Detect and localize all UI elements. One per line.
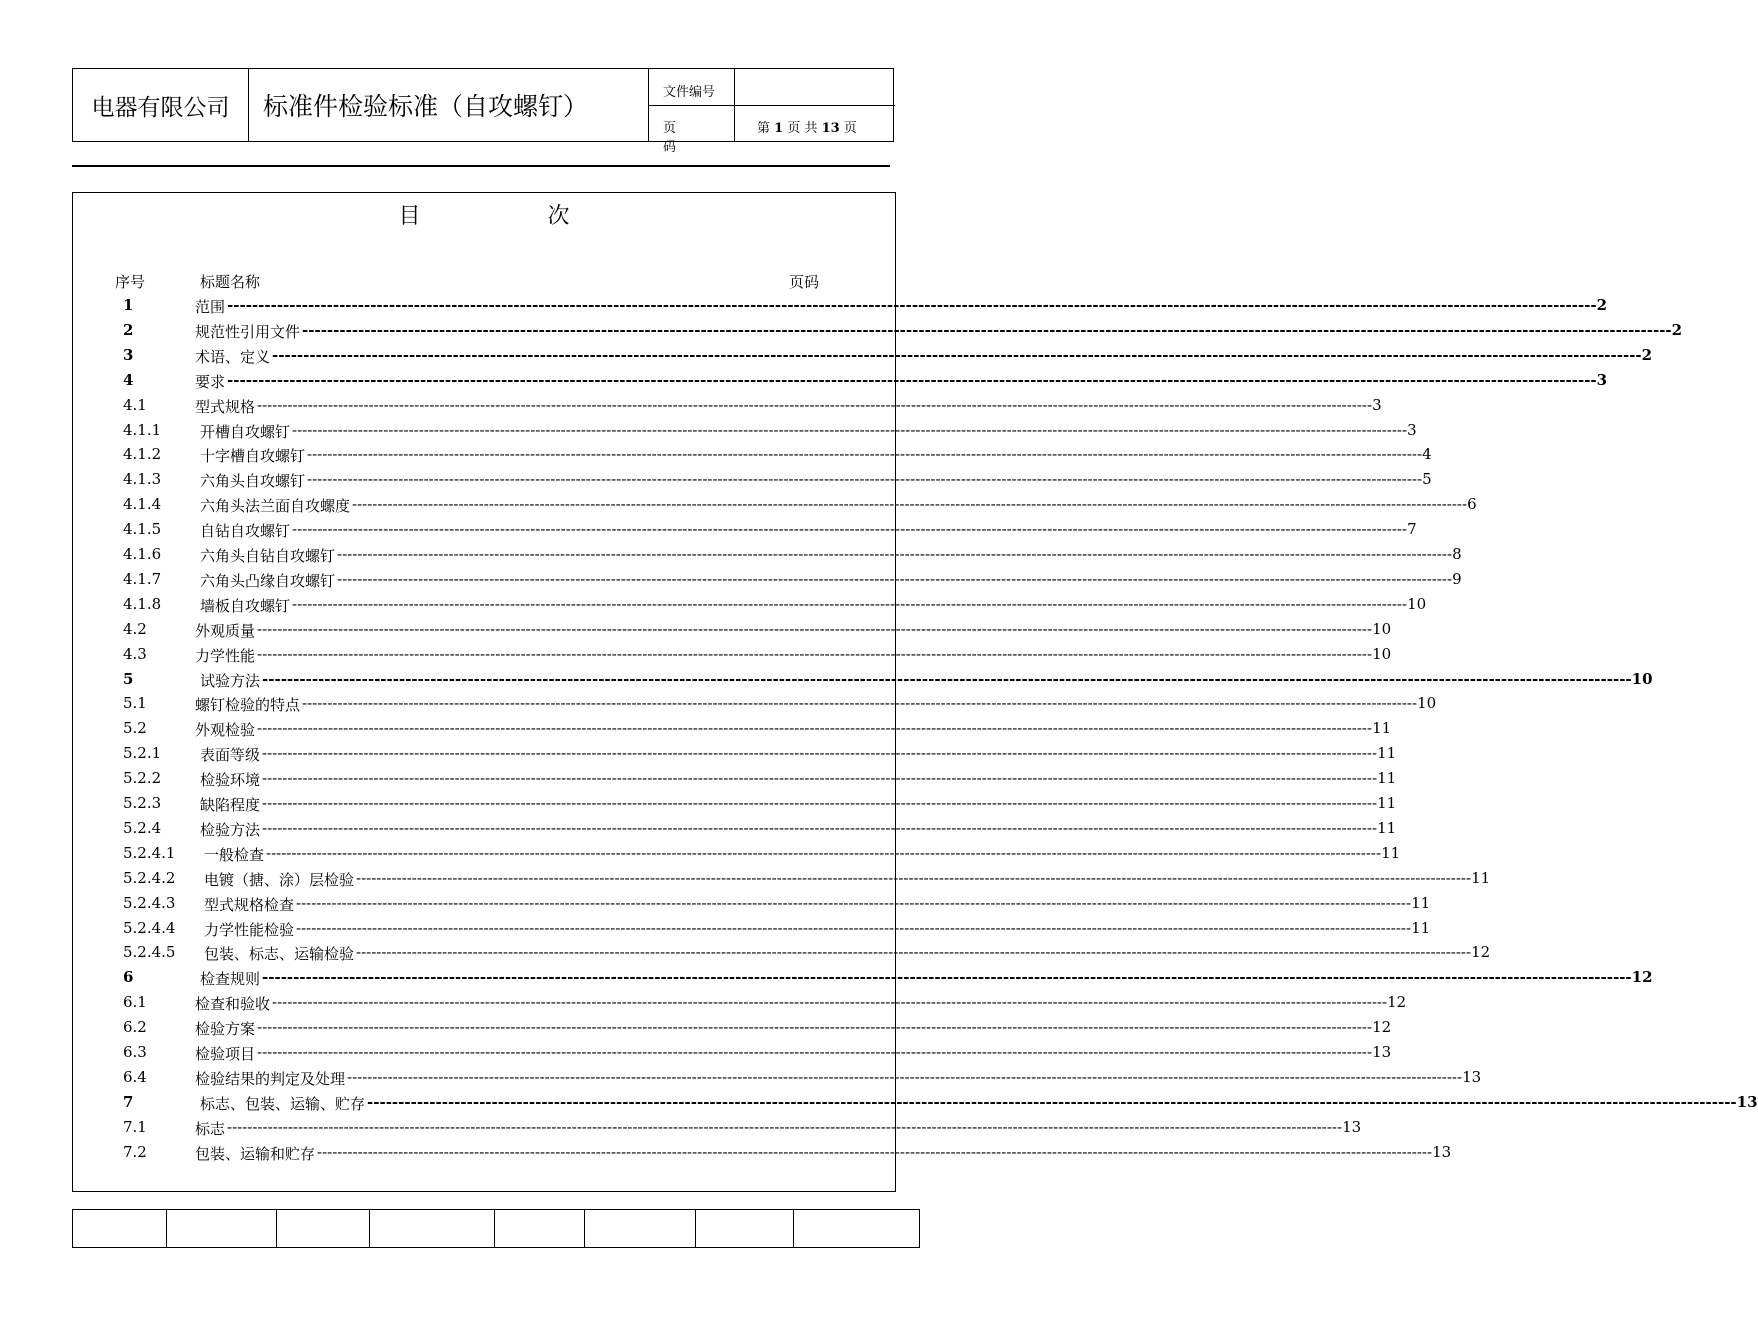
toc-row <box>73 545 1462 569</box>
toc-row <box>73 569 1462 594</box>
page-mid: 页 共 <box>787 121 818 136</box>
toc-row <box>73 1092 1758 1117</box>
toc-page: 13 <box>1736 1092 1758 1111</box>
toc-page: 11 <box>1377 818 1397 837</box>
page-suffix: 页 <box>843 121 857 136</box>
toc-number: 6.2 <box>123 1018 147 1037</box>
toc-page: 10 <box>1372 619 1392 638</box>
toc-row <box>73 1018 1392 1042</box>
page-current: 1 <box>774 121 784 136</box>
toc-number: 2 <box>123 320 134 339</box>
toc-number: 4.2 <box>123 619 147 638</box>
toc-leader <box>195 296 1608 317</box>
company-name: 电器有限公司 <box>73 69 249 141</box>
toc-dots: ---------------------------------------------------------------------------------------------------------------------------------------------------------------------------------------------------------------------------- <box>272 345 1642 364</box>
toc-leader <box>200 669 1653 691</box>
toc-title: 目 次 <box>398 204 630 229</box>
toc-page: 11 <box>1411 893 1431 912</box>
toc-leader <box>195 1018 1392 1039</box>
toc-title: 包装、标志、运输检验 <box>204 945 355 964</box>
toc-page: 13 <box>1462 1067 1482 1086</box>
toc-dots: ---------------------------------------------------------------------------------------------------------------------------------------------------------------------------------------------------------------------------- <box>257 644 1373 663</box>
toc-page: 7 <box>1407 520 1417 539</box>
toc-title: 检查规则 <box>200 970 261 989</box>
toc-title: 试验方法 <box>200 671 261 690</box>
toc-page: 11 <box>1381 843 1401 862</box>
toc-dots: ---------------------------------------------------------------------------------------------------------------------------------------------------------------------------------------------------------------------------- <box>262 769 1378 788</box>
toc-title: 电镀（搪、涂）层检验 <box>204 870 355 889</box>
toc-leader <box>195 370 1608 392</box>
toc-number: 4.1.3 <box>123 470 162 489</box>
toc-dots: ---------------------------------------------------------------------------------------------------------------------------------------------------------------------------------------------------------------------------- <box>262 968 1632 987</box>
toc-row <box>73 744 1397 768</box>
toc-row <box>73 893 1431 918</box>
toc-number: 4.1.1 <box>123 420 162 439</box>
toc-title: 十字槽自攻螺钉 <box>200 447 306 466</box>
toc-row <box>73 669 1653 694</box>
toc-dots: ---------------------------------------------------------------------------------------------------------------------------------------------------------------------------------------------------------------------------- <box>257 719 1373 738</box>
toc-leader <box>200 569 1462 591</box>
toc-title: 力学性能 <box>195 646 256 665</box>
toc-number: 5.2.4.4 <box>123 918 176 937</box>
toc-page: 13 <box>1342 1117 1362 1136</box>
footer-cell <box>696 1210 795 1247</box>
toc-number: 5.2.2 <box>123 769 162 788</box>
toc-dots: ---------------------------------------------------------------------------------------------------------------------------------------------------------------------------------------------------------------------------- <box>307 470 1423 489</box>
toc-dots: ---------------------------------------------------------------------------------------------------------------------------------------------------------------------------------------------------------------------------- <box>296 918 1412 937</box>
toc-number: 4.3 <box>123 644 147 663</box>
toc-leader <box>195 1142 1452 1164</box>
toc-dots: ---------------------------------------------------------------------------------------------------------------------------------------------------------------------------------------------------------------------------- <box>257 395 1373 414</box>
toc-leader <box>200 520 1417 541</box>
toc-page: 2 <box>1671 320 1683 339</box>
toc-row <box>73 619 1392 644</box>
toc-number: 7.2 <box>123 1142 147 1161</box>
toc-leader <box>200 495 1477 516</box>
toc-row <box>73 445 1432 469</box>
toc-number: 5.2.4.2 <box>123 868 176 887</box>
toc-page: 10 <box>1372 644 1392 663</box>
toc-title: 螺钉检验的特点 <box>195 696 301 715</box>
toc-dots: ---------------------------------------------------------------------------------------------------------------------------------------------------------------------------------------------------------------------------- <box>292 520 1408 539</box>
toc-number: 6.4 <box>123 1067 147 1086</box>
footer-cell <box>585 1210 696 1247</box>
toc-title: 检查和验收 <box>195 995 271 1014</box>
toc-title: 一般检查 <box>204 845 265 864</box>
header-rule <box>72 165 890 167</box>
toc-leader <box>200 769 1397 790</box>
toc-row <box>73 868 1491 893</box>
toc-dots: ---------------------------------------------------------------------------------------------------------------------------------------------------------------------------------------------------------------------------- <box>262 818 1378 837</box>
toc-dots: ---------------------------------------------------------------------------------------------------------------------------------------------------------------------------------------------------------------------------- <box>257 1018 1373 1037</box>
toc-leader <box>195 644 1392 666</box>
toc-row <box>73 495 1477 519</box>
toc-page: 2 <box>1641 345 1653 364</box>
toc-page: 12 <box>1631 968 1653 987</box>
toc-row <box>73 943 1491 967</box>
toc-page: 10 <box>1417 694 1437 713</box>
toc-title: 开槽自攻螺钉 <box>200 422 291 441</box>
toc-number: 5.2.4 <box>123 818 162 837</box>
toc-row <box>73 843 1401 868</box>
footer-cell <box>73 1210 167 1247</box>
toc-dots: ---------------------------------------------------------------------------------------------------------------------------------------------------------------------------------------------------------------------------- <box>257 1043 1373 1061</box>
toc-page: 11 <box>1377 794 1397 812</box>
toc-page: 6 <box>1467 495 1477 514</box>
toc-number: 5.2.4.3 <box>123 893 176 912</box>
toc-leader <box>204 943 1491 964</box>
toc-dots: ---------------------------------------------------------------------------------------------------------------------------------------------------------------------------------------------------------------------------- <box>307 445 1423 464</box>
toc-row <box>73 769 1397 793</box>
footer-cell <box>167 1210 277 1247</box>
page-total: 13 <box>821 121 840 136</box>
doc-number-value <box>735 69 895 106</box>
document-title: 标准件检验标准（自攻螺钉） <box>249 69 649 141</box>
toc-dots: ---------------------------------------------------------------------------------------------------------------------------------------------------------------------------------------------------------------------------- <box>227 1117 1343 1136</box>
toc-title: 检验方案 <box>195 1020 256 1039</box>
toc-page: 8 <box>1452 545 1462 563</box>
toc-page: 12 <box>1387 993 1407 1012</box>
toc-dots: ---------------------------------------------------------------------------------------------------------------------------------------------------------------------------------------------------------------------------- <box>296 893 1412 912</box>
toc-number: 7 <box>123 1092 134 1111</box>
toc-dots: ---------------------------------------------------------------------------------------------------------------------------------------------------------------------------------------------------------------------------- <box>262 794 1378 812</box>
toc-dots: ---------------------------------------------------------------------------------------------------------------------------------------------------------------------------------------------------------------------------- <box>352 495 1468 514</box>
toc-leader <box>195 619 1392 641</box>
toc-page: 11 <box>1377 744 1397 763</box>
toc-page: 13 <box>1372 1043 1392 1061</box>
toc-page: 9 <box>1452 569 1462 588</box>
toc-dots: ---------------------------------------------------------------------------------------------------------------------------------------------------------------------------------------------------------------------------- <box>367 1092 1737 1111</box>
toc-dots: ---------------------------------------------------------------------------------------------------------------------------------------------------------------------------------------------------------------------------- <box>337 545 1453 563</box>
toc-page: 11 <box>1411 918 1431 937</box>
toc-page: 10 <box>1407 594 1427 613</box>
toc-title: 缺陷程度 <box>200 796 261 814</box>
page-prefix: 第 <box>757 121 771 136</box>
toc-title: 检验结果的判定及处理 <box>195 1069 346 1088</box>
toc-dots: ---------------------------------------------------------------------------------------------------------------------------------------------------------------------------------------------------------------------------- <box>356 943 1472 962</box>
toc-row <box>73 420 1417 445</box>
toc-title: 要求 <box>195 372 226 391</box>
toc-dots: ---------------------------------------------------------------------------------------------------------------------------------------------------------------------------------------------------------------------------- <box>292 420 1408 439</box>
toc-leader <box>200 470 1432 491</box>
toc-row <box>73 470 1432 494</box>
toc-row <box>73 818 1397 843</box>
toc-number: 5.2 <box>123 719 147 738</box>
toc-number: 5 <box>123 669 134 688</box>
toc-number: 4 <box>123 370 134 389</box>
page-label: 页 码 <box>649 106 735 141</box>
toc-leader <box>204 843 1401 865</box>
toc-dots: ---------------------------------------------------------------------------------------------------------------------------------------------------------------------------------------------------------------------------- <box>337 569 1453 588</box>
toc-dots: ---------------------------------------------------------------------------------------------------------------------------------------------------------------------------------------------------------------------------- <box>302 320 1672 339</box>
toc-leader <box>200 794 1397 815</box>
toc-dots: ---------------------------------------------------------------------------------------------------------------------------------------------------------------------------------------------------------------------------- <box>317 1142 1433 1161</box>
toc-leader <box>200 818 1397 840</box>
toc-page: 11 <box>1377 769 1397 788</box>
toc-leader <box>195 345 1653 367</box>
toc-row <box>73 520 1417 544</box>
toc-leader <box>200 594 1427 616</box>
toc-title: 六角头法兰面自攻螺度 <box>200 497 351 516</box>
toc-title: 墙板自攻螺钉 <box>200 596 291 615</box>
toc-number: 5.2.4.5 <box>123 943 176 962</box>
toc-title: 自钻自攻螺钉 <box>200 522 291 541</box>
toc-title: 范围 <box>195 298 226 316</box>
toc-dots: ---------------------------------------------------------------------------------------------------------------------------------------------------------------------------------------------------------------------------- <box>266 843 1382 862</box>
toc-leader <box>200 545 1462 566</box>
toc-row <box>73 1043 1392 1067</box>
toc-row <box>73 1067 1482 1092</box>
toc-page: 12 <box>1372 1018 1392 1037</box>
toc-page: 4 <box>1422 445 1432 464</box>
toc-row <box>73 719 1392 743</box>
toc-title: 检验项目 <box>195 1045 256 1063</box>
toc-leader <box>200 744 1397 765</box>
toc-row <box>73 968 1653 992</box>
toc-title: 术语、定义 <box>195 347 271 366</box>
document-header <box>72 68 894 155</box>
toc-title: 标志、包装、运输、贮存 <box>200 1094 366 1113</box>
toc-row <box>73 1117 1362 1142</box>
toc-page: 12 <box>1471 943 1491 962</box>
toc-row <box>73 694 1437 718</box>
page-info <box>735 106 895 141</box>
toc-number: 5.2.1 <box>123 744 162 763</box>
toc-number: 4.1.8 <box>123 594 162 613</box>
toc-title: 包装、运输和贮存 <box>195 1144 316 1163</box>
toc-title: 六角头凸缘自攻螺钉 <box>200 571 336 590</box>
toc-leader <box>204 893 1431 915</box>
toc-leader <box>204 918 1431 940</box>
toc-leader <box>195 395 1382 417</box>
footer-cell <box>277 1210 371 1247</box>
toc-number: 6.3 <box>123 1043 147 1061</box>
toc-dots: ---------------------------------------------------------------------------------------------------------------------------------------------------------------------------------------------------------------------------- <box>292 594 1408 613</box>
toc-title: 六角头自钻自攻螺钉 <box>200 547 336 565</box>
col-header-title: 标题名称 <box>200 273 261 291</box>
toc-page: 10 <box>1631 669 1653 688</box>
toc-number: 1 <box>123 296 134 314</box>
toc-number: 7.1 <box>123 1117 147 1136</box>
toc-title: 规范性引用文件 <box>195 322 301 341</box>
toc-leader <box>200 968 1653 989</box>
toc-leader <box>195 1117 1362 1139</box>
toc-page: 13 <box>1432 1142 1452 1161</box>
toc-box <box>72 192 1758 1192</box>
toc-title: 检验方法 <box>200 820 261 839</box>
toc-dots: ---------------------------------------------------------------------------------------------------------------------------------------------------------------------------------------------------------------------------- <box>356 868 1472 887</box>
toc-dots: ---------------------------------------------------------------------------------------------------------------------------------------------------------------------------------------------------------------------------- <box>302 694 1418 713</box>
toc-row <box>73 1142 1452 1167</box>
toc-page: 3 <box>1596 370 1608 389</box>
toc-row <box>73 794 1397 818</box>
toc-dots: ---------------------------------------------------------------------------------------------------------------------------------------------------------------------------------------------------------------------------- <box>262 669 1632 688</box>
toc-dots: ---------------------------------------------------------------------------------------------------------------------------------------------------------------------------------------------------------------------------- <box>227 370 1597 389</box>
toc-number: 3 <box>123 345 134 364</box>
footer-cell <box>794 1210 919 1247</box>
toc-leader <box>195 719 1392 740</box>
toc-title: 型式规格 <box>195 397 256 416</box>
toc-number: 4.1.4 <box>123 495 162 514</box>
toc-dots: ---------------------------------------------------------------------------------------------------------------------------------------------------------------------------------------------------------------------------- <box>227 296 1597 314</box>
col-header-page: 页码 <box>789 273 820 291</box>
toc-row <box>73 594 1427 619</box>
toc-page: 11 <box>1372 719 1392 738</box>
doc-number-label: 文件编号 <box>649 69 735 106</box>
toc-leader <box>195 1067 1482 1089</box>
toc-number: 4.1.2 <box>123 445 162 464</box>
toc-row <box>73 370 1608 395</box>
toc-dots: ---------------------------------------------------------------------------------------------------------------------------------------------------------------------------------------------------------------------------- <box>262 744 1378 763</box>
toc-number: 5.2.3 <box>123 794 162 812</box>
toc-page: 11 <box>1471 868 1491 887</box>
toc-title: 标志 <box>195 1119 226 1138</box>
toc-page: 2 <box>1596 296 1608 314</box>
toc-row <box>73 296 1608 320</box>
toc-title: 表面等级 <box>200 746 261 765</box>
toc-leader <box>200 445 1432 466</box>
toc-dots: ---------------------------------------------------------------------------------------------------------------------------------------------------------------------------------------------------------------------------- <box>257 619 1373 638</box>
toc-leader <box>195 320 1683 342</box>
toc-number: 4.1.6 <box>123 545 162 563</box>
toc-leader <box>195 993 1407 1014</box>
toc-leader <box>204 868 1491 890</box>
toc-number: 6.1 <box>123 993 147 1012</box>
footer-cell <box>495 1210 585 1247</box>
toc-title: 检验环境 <box>200 771 261 790</box>
toc-row <box>73 644 1392 669</box>
footer-table <box>72 1209 920 1248</box>
toc-title: 六角头自攻螺钉 <box>200 472 306 491</box>
toc-number: 5.1 <box>123 694 147 713</box>
toc-page: 5 <box>1422 470 1432 489</box>
toc-title: 外观质量 <box>195 621 256 640</box>
toc-number: 4.1 <box>123 395 147 414</box>
toc-page: 3 <box>1407 420 1417 439</box>
toc-number: 4.1.7 <box>123 569 162 588</box>
toc-title: 外观检验 <box>195 721 256 740</box>
toc-leader <box>195 694 1437 715</box>
toc-leader <box>200 420 1417 442</box>
toc-leader <box>195 1043 1392 1064</box>
col-header-number: 序号 <box>115 273 146 291</box>
toc-number: 6 <box>123 968 134 987</box>
toc-page: 3 <box>1372 395 1382 414</box>
toc-row <box>73 345 1653 370</box>
toc-dots: ---------------------------------------------------------------------------------------------------------------------------------------------------------------------------------------------------------------------------- <box>272 993 1388 1012</box>
toc-number: 4.1.5 <box>123 520 162 539</box>
toc-row <box>73 918 1431 943</box>
toc-number: 5.2.4.1 <box>123 843 176 862</box>
toc-leader <box>200 1092 1758 1114</box>
toc-row <box>73 320 1683 345</box>
toc-dots: ---------------------------------------------------------------------------------------------------------------------------------------------------------------------------------------------------------------------------- <box>347 1067 1463 1086</box>
toc-row <box>73 395 1382 420</box>
footer-cell <box>370 1210 495 1247</box>
toc-title: 型式规格检查 <box>204 895 295 914</box>
toc-row <box>73 993 1407 1017</box>
toc-title: 力学性能检验 <box>204 920 295 939</box>
